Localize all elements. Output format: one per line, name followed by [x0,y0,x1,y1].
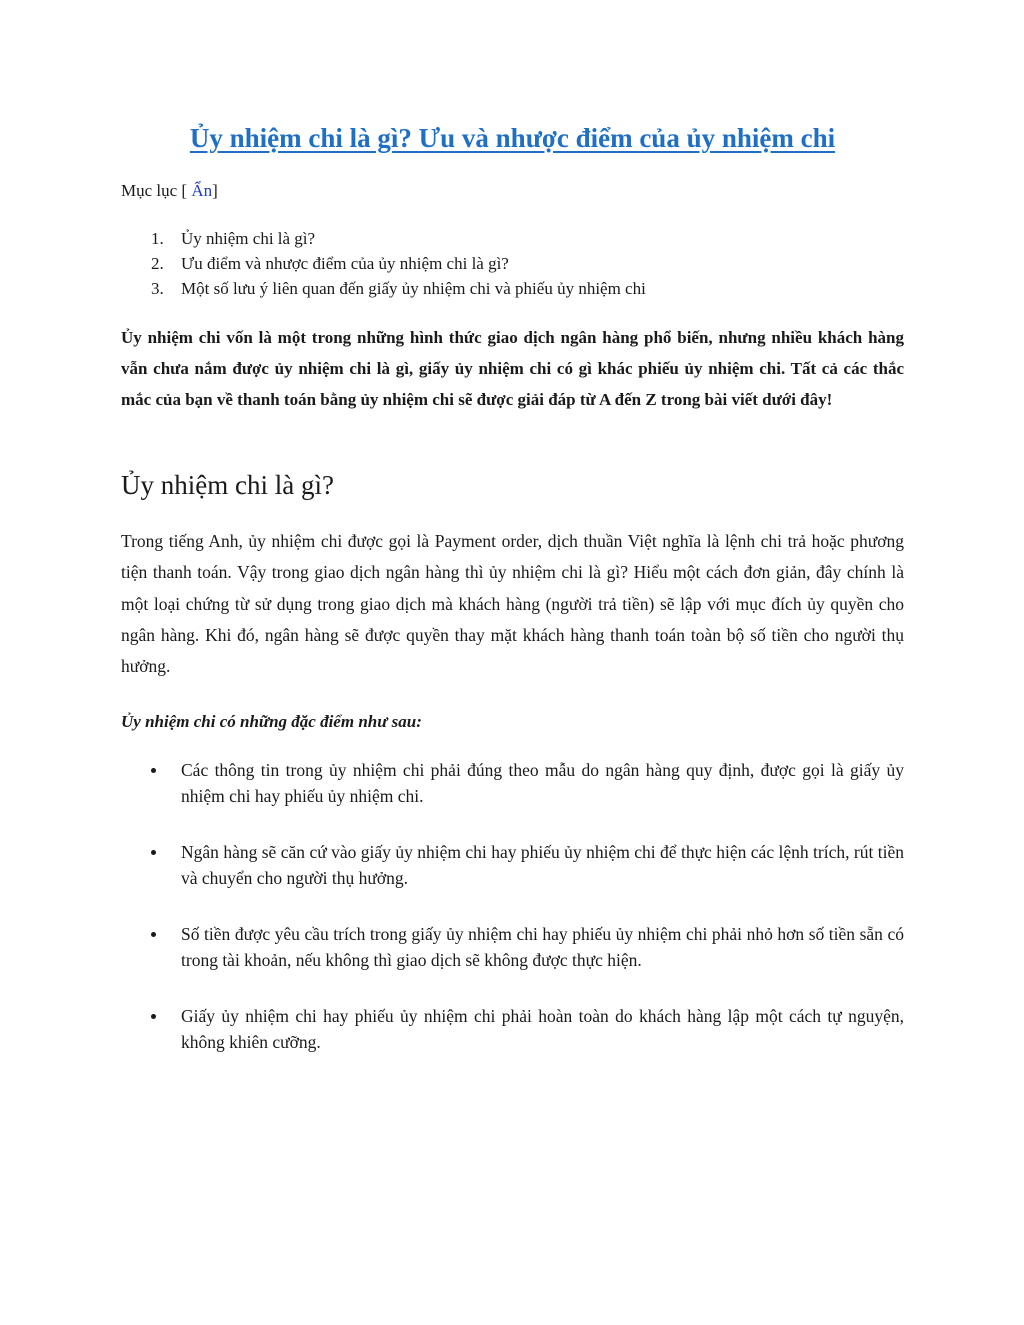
toc-hide-link[interactable]: Ẩn [191,181,213,200]
feature-list [121,757,904,1085]
bullet-icon [151,768,156,773]
list-item [121,1003,904,1055]
toc-item-number: 1. [151,229,164,248]
list-item-text: Giấy ủy nhiệm chi hay phiếu ủy nhiệm chi phải hoàn toàn do khách hàng lập một cách tự nguyện, không khiên cưỡng. [181,1006,904,1052]
intro-paragraph: Ủy nhiệm chi vốn là một trong những hình thức giao dịch ngân hàng phổ biến, nhưng nhiều khách hàng vẫn chưa nắm được ủy nhiệm chi là gì, giấy ủy nhiệm chi có gì khác phiếu ủy nhiệm chi. Tất cả các thắc mắc của bạn về thanh toán bằng ủy nhiệm chi sẽ được giải đáp từ A đến Z trong bài viết dưới đây! [121,328,904,409]
bullet-icon [151,850,156,855]
list-item-text: Các thông tin trong ủy nhiệm chi phải đúng theo mẫu do ngân hàng quy định, được gọi là giấy ủy nhiệm chi hay phiếu ủy nhiệm chi. [181,760,904,806]
section-subheading: Ủy nhiệm chi có những đặc điểm như sau: [121,712,422,731]
toc-item-number: 2. [151,254,164,273]
section-paragraph: Trong tiếng Anh, ủy nhiệm chi được gọi là Payment order, dịch thuần Việt nghĩa là lệnh chi trả hoặc phương tiện thanh toán. Vậy trong giao dịch ngân hàng thì ủy nhiệm chi là gì? Hiểu một cách đơn giản, đây chính là một loại chứng từ sử dụng trong giao dịch mà khách hàng (người trả tiền) sẽ lập với mục đích ủy quyền cho ngân hàng. Khi đó, ngân hàng sẽ được quyền thay mặt khách hàng thanh toán toàn bộ số tiền cho người thụ hưởng. [121,531,904,677]
toc-item[interactable] [151,251,646,276]
bullet-icon [151,932,156,937]
page-title[interactable]: Ủy nhiệm chi là gì? Ưu và nhược điểm của ủy nhiệm chi [189,123,836,153]
table-of-contents-header [121,178,218,204]
toc-label-end: ] [212,181,218,200]
toc-item[interactable] [151,226,646,251]
toc-label: Mục lục [ [121,181,192,200]
toc-list [151,226,646,301]
section-heading: Ủy nhiệm chi là gì? [121,470,334,500]
toc-item[interactable] [151,276,646,301]
list-item-text: Ngân hàng sẽ căn cứ vào giấy ủy nhiệm chi hay phiếu ủy nhiệm chi để thực hiện các lệnh trích, rút tiền và chuyển cho người thụ hưởng. [181,842,904,888]
toc-item-text[interactable]: Ủy nhiệm chi là gì? [181,229,316,248]
toc-item-text[interactable]: Một số lưu ý liên quan đến giấy ủy nhiệm chi và phiếu ủy nhiệm chi [181,279,646,298]
list-item [121,757,904,809]
bullet-icon [151,1014,156,1019]
toc-item-number: 3. [151,279,164,298]
toc-item-text[interactable]: Ưu điểm và nhược điểm của ủy nhiệm chi là gì? [181,254,509,273]
list-item [121,921,904,973]
list-item-text: Số tiền được yêu cầu trích trong giấy ủy nhiệm chi hay phiếu ủy nhiệm chi phải nhỏ hơn số tiền sẵn có trong tài khoản, nếu không thì giao dịch sẽ không được thực hiện. [181,924,904,970]
list-item [121,839,904,891]
